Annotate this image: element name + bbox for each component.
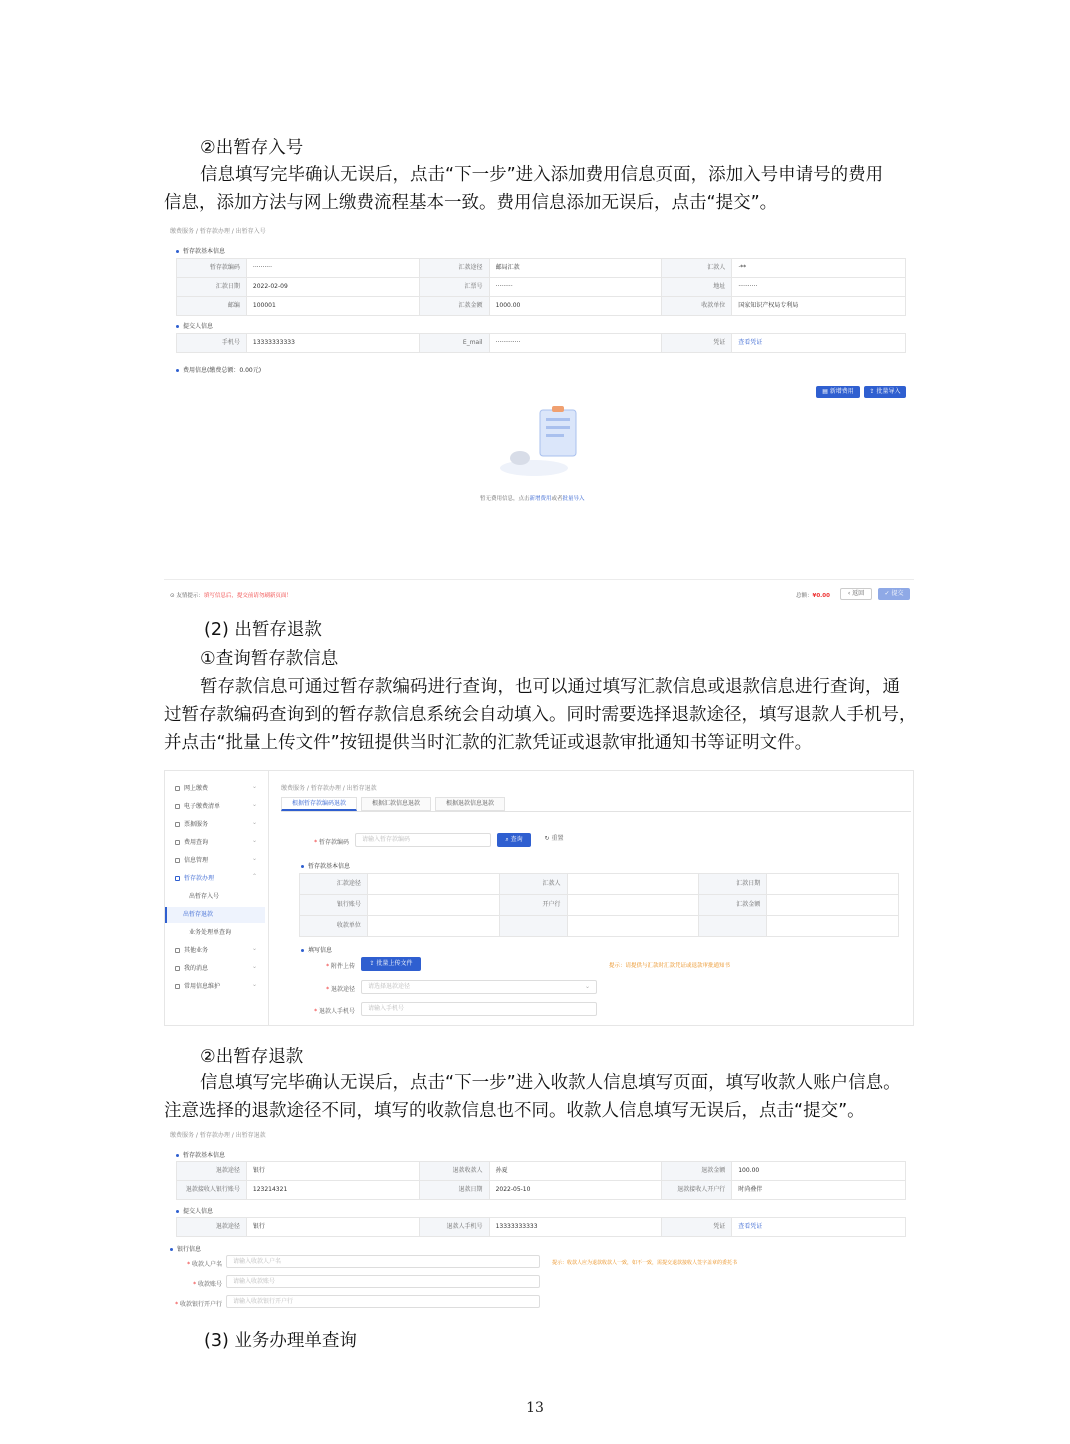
route-select[interactable]	[361, 980, 597, 994]
total-amount	[796, 591, 830, 599]
submitter-table	[176, 1217, 906, 1237]
cell-value: 13333333333	[490, 1218, 663, 1236]
cell-label: 退款收款人	[420, 1162, 490, 1180]
cell-value: 银行	[247, 1162, 420, 1180]
sidebar-item[interactable]	[165, 963, 265, 972]
route-label: * 退款途径	[326, 986, 355, 993]
batch-upload-button[interactable]: ⇪ 批量上传文件	[361, 957, 421, 971]
bank-branch-label: * 收款银行开户行	[175, 1301, 222, 1308]
chevron-down-icon: ⌄	[251, 783, 257, 790]
batch-import-button[interactable]: ⇪ 批量导入	[864, 386, 906, 398]
paragraph-line: 过暂存款编码查询到的暂存款信息系统会自动填入。同时需要选择退款途径，填写退款人手机号，	[164, 705, 917, 725]
chevron-down-icon: ⌄	[251, 963, 257, 970]
footer-divider	[164, 579, 914, 580]
cell-label: 凭证	[662, 334, 732, 352]
batch-import-label: 批量导入	[876, 388, 901, 395]
cell-label: 汇款日期	[177, 278, 247, 296]
add-fee-button[interactable]: ▤ 新增费用	[816, 386, 860, 398]
empty-state-text	[480, 494, 585, 502]
empty-clipboard-icon	[494, 402, 584, 482]
bank-branch-input[interactable]: 请输入收款银行开户行	[226, 1295, 540, 1308]
cell-value	[568, 874, 700, 894]
empty-or-text: 或者	[551, 496, 563, 502]
paragraph-line: 并点击“批量上传文件”按钮提供当时汇款的汇款凭证或退款审批通知书等证明文件。	[164, 733, 813, 753]
upload-tip: 提示：请提供与汇款时汇款凭证或退款审批通知书	[609, 963, 731, 969]
table-row	[177, 1181, 906, 1200]
basic-info-table	[176, 1161, 906, 1200]
sidebar-label: 信息管理	[184, 857, 209, 864]
attach-label-text: 附件上传	[330, 963, 355, 970]
cell-label: 暂存款编码	[177, 259, 247, 277]
cell-value: 2022-02-09	[247, 278, 420, 296]
cell-value	[767, 874, 899, 894]
cell-label: 银行账号	[300, 895, 368, 915]
cell-value: 1000.00	[490, 297, 663, 315]
cell-label: E_mail	[420, 334, 490, 352]
table-row	[177, 1162, 906, 1181]
total-value: ¥0.00	[812, 593, 830, 599]
submit-label: 提交	[891, 590, 904, 597]
cell-value: 国家知识产权局专利局	[732, 297, 906, 315]
view-voucher-link[interactable]: 查看凭证	[732, 334, 906, 352]
section-title-fill: 填写信息	[301, 945, 332, 954]
sidebar-item[interactable]	[165, 801, 265, 810]
empty-add-fee-link[interactable]: 新增费用	[529, 496, 552, 502]
tab-divider	[281, 811, 911, 812]
reset-label: 重置	[551, 835, 564, 842]
heading-query: (3) 业务办理单查询	[204, 1331, 357, 1351]
table-row	[177, 278, 906, 297]
back-button[interactable]: ‹ 返回	[840, 588, 872, 600]
sidebar	[165, 771, 269, 1026]
sidebar-item[interactable]	[165, 819, 265, 828]
sidebar-label: 出暂存入号	[189, 893, 220, 900]
sidebar-label: 电子缴费清单	[184, 803, 221, 810]
footer-tip: ⊙ 友情提示：填写信息后，提交前请勿刷新页面！	[170, 593, 292, 599]
breadcrumb: 缴费服务 / 暂存款办理 / 出暂存退款	[170, 1132, 266, 1139]
cell-label: 收款单位	[300, 916, 368, 936]
payee-name-label-text: 收款人户名	[191, 1261, 222, 1268]
cell-label: 退款接收人银行账号	[177, 1181, 247, 1199]
cell-value: 2022-05-10	[490, 1181, 663, 1199]
submit-button[interactable]: ✓ 提交	[878, 588, 910, 600]
cell-value: ·**	[732, 259, 906, 277]
submitter-table	[176, 333, 906, 353]
cell-value: ··········	[247, 259, 420, 277]
heading-rk-submit: ②出暂存入号	[200, 138, 304, 158]
tip-label: 友情提示：	[176, 593, 204, 599]
account-label: * 收款账号	[193, 1281, 222, 1288]
screenshot-rk-submit	[164, 222, 914, 607]
cell-label: 凭证	[662, 1218, 732, 1236]
heading-tk: (2) 出暂存退款	[204, 620, 322, 640]
screenshot-tk-query	[164, 770, 914, 1026]
empty-text: 暂无费用信息，点击	[480, 496, 530, 502]
payee-tip: 提示：收款人应为退款收款人一致，如不一致，需提交退款接收人签字盖章的委托书	[552, 1260, 738, 1266]
cell-value	[368, 874, 500, 894]
cell-value: 13333333333	[247, 334, 420, 352]
chevron-down-icon: ⌄	[251, 855, 257, 862]
breadcrumb: 缴费服务 / 暂存款办理 / 出暂存入号	[170, 228, 266, 235]
route-label-text: 退款途径	[330, 986, 355, 993]
paragraph-line: 信息填写完毕确认无误后，点击“下一步”进入收款人信息填写页面，填写收款人账户信息。	[200, 1073, 901, 1093]
sidebar-label: 暂存款办理	[184, 875, 215, 882]
cell-value	[568, 916, 700, 936]
chevron-down-icon: ⌄	[251, 945, 257, 952]
phone-label-text: 退款人手机号	[318, 1008, 355, 1015]
table-row	[177, 259, 906, 278]
sidebar-label: 出暂存退款	[183, 911, 214, 918]
code-input[interactable]: 请输入暂存款编码	[355, 833, 491, 847]
batch-upload-label: 批量上传文件	[376, 960, 413, 967]
cell-value	[767, 895, 899, 915]
table-row	[300, 895, 899, 916]
payee-name-input[interactable]: 请输入收款人户名	[226, 1255, 540, 1268]
back-label: 返回	[852, 590, 865, 597]
sidebar-item[interactable]	[165, 873, 265, 882]
menu-icon	[175, 876, 180, 881]
section-title-basic: 暂存款基本信息	[176, 1150, 225, 1159]
cell-label: 汇款途径	[300, 874, 368, 894]
tip-text: 填写信息后，提交前请勿刷新页面！	[203, 593, 292, 599]
total-label: 总额：	[796, 593, 813, 599]
phone-label: * 退款人手机号	[314, 1008, 355, 1015]
cell-label: 汇款途径	[420, 259, 490, 277]
section-title-submitter: 提交人信息	[176, 321, 213, 330]
table-row	[300, 874, 899, 895]
cell-value: 123214321	[247, 1181, 420, 1199]
cell-label: 退款金额	[662, 1162, 732, 1180]
view-voucher-link[interactable]: 查看凭证	[732, 1218, 906, 1236]
sidebar-label: 其他业务	[184, 947, 209, 954]
cell-label: 汇款日期	[699, 874, 767, 894]
basic-info-table	[176, 258, 906, 316]
sidebar-item[interactable]	[165, 945, 265, 954]
cell-label: 汇款金额	[420, 297, 490, 315]
cell-value	[767, 916, 899, 936]
sidebar-subitem-active[interactable]	[165, 907, 265, 923]
menu-icon	[175, 786, 180, 791]
cell-value: 孙夏	[490, 1162, 663, 1180]
cell-label	[500, 916, 568, 936]
cell-label: 汇款人	[500, 874, 568, 894]
sidebar-label: 常用信息维护	[184, 983, 221, 990]
reset-button[interactable]: ↻ 重置	[537, 833, 571, 847]
chevron-up-icon: ⌃	[251, 873, 257, 880]
cell-value: ··········	[732, 278, 906, 296]
cell-label: 退款日期	[420, 1181, 490, 1199]
menu-icon	[175, 858, 180, 863]
menu-icon	[175, 966, 180, 971]
chevron-down-icon: ⌄	[251, 981, 257, 988]
code-label-text: 暂存款编码	[318, 839, 349, 846]
cell-label: 收款单位	[662, 297, 732, 315]
section-title-bank: 银行信息	[170, 1244, 201, 1253]
code-label: * 暂存款编码	[314, 839, 349, 846]
heading-tk-submit: ②出暂存退款	[200, 1047, 304, 1067]
add-fee-label: 新增费用	[829, 388, 854, 395]
chevron-down-icon: ⌄	[251, 801, 257, 808]
cell-value: 邮局汇款	[490, 259, 663, 277]
bank-branch-label-text: 收款银行开户行	[179, 1301, 222, 1308]
sidebar-label: 我的消息	[184, 965, 209, 972]
paragraph-line: 暂存款信息可通过暂存款编码进行查询，也可以通过填写汇款信息或退款信息进行查询，通	[200, 677, 900, 697]
cell-label: 汇款金额	[699, 895, 767, 915]
cell-value	[368, 895, 500, 915]
page-number: 13	[526, 1400, 544, 1416]
account-input[interactable]: 请输入收款账号	[226, 1275, 540, 1288]
tab-by-refund[interactable]: 根据退款信息退款	[435, 797, 505, 811]
tab-by-remit[interactable]: 根据汇款信息退款	[361, 797, 431, 811]
basic-info-table	[299, 873, 899, 937]
query-button[interactable]: ⌕ 查询	[497, 833, 531, 847]
phone-input[interactable]: 请输入手机号	[361, 1002, 597, 1016]
menu-icon	[175, 948, 180, 953]
sidebar-label: 网上缴费	[184, 785, 209, 792]
table-row	[177, 297, 906, 316]
table-row	[300, 916, 899, 937]
paragraph-line: 信息，添加方法与网上缴费流程基本一致。费用信息添加无误后，点击“提交”。	[164, 193, 778, 213]
menu-icon	[175, 840, 180, 845]
menu-icon	[175, 984, 180, 989]
cell-value: 时尚叠伴	[732, 1181, 906, 1199]
cell-label	[699, 916, 767, 936]
breadcrumb: 缴费服务 / 暂存款办理 / 出暂存退款	[281, 785, 377, 792]
cell-label: 汇票号	[420, 278, 490, 296]
tab-by-code[interactable]: 根据暂存款编码退款	[281, 797, 357, 811]
sidebar-label: 费用查询	[184, 839, 209, 846]
heading-tk-query: ①查询暂存款信息	[200, 649, 339, 669]
table-row	[177, 334, 906, 353]
cell-value: 100001	[247, 297, 420, 315]
cell-label: 地址	[662, 278, 732, 296]
payee-name-label: * 收款人户名	[187, 1261, 222, 1268]
paragraph-line: 注意选择的退款途径不同，填写的收款信息也不同。收款人信息填写无误后，点击“提交”。	[164, 1101, 865, 1121]
chevron-down-icon: ⌄	[584, 983, 590, 990]
cell-label: 退款接收人开户行	[662, 1181, 732, 1199]
sidebar-subitem[interactable]	[165, 891, 265, 900]
query-label: 查询	[510, 836, 523, 843]
cell-label: 手机号	[177, 334, 247, 352]
cell-label: 退款途径	[177, 1162, 247, 1180]
fee-summary: 费用信息(缴费总额：0.00元)	[176, 365, 261, 374]
table-row	[177, 1218, 906, 1237]
route-placeholder: 请选择退款途径	[368, 983, 411, 990]
cell-label: 开户行	[500, 895, 568, 915]
attach-label: * 附件上传	[326, 963, 355, 970]
sidebar-item[interactable]	[165, 783, 265, 792]
sidebar-item[interactable]	[165, 981, 265, 990]
menu-icon	[175, 822, 180, 827]
cell-label: 退款人手机号	[420, 1218, 490, 1236]
section-title-basic: 暂存款基本信息	[301, 861, 350, 870]
sidebar-item[interactable]	[165, 837, 265, 846]
section-title-submitter: 提交人信息	[176, 1206, 213, 1215]
sidebar-item[interactable]	[165, 855, 265, 864]
menu-icon	[175, 804, 180, 809]
account-label-text: 收款账号	[197, 1281, 222, 1288]
cell-value: ·············	[490, 334, 663, 352]
sidebar-subitem[interactable]	[165, 927, 265, 936]
sidebar-label: 票据服务	[184, 821, 209, 828]
paragraph-line: 信息填写完毕确认无误后，点击“下一步”进入添加费用信息页面，添加入号申请号的费用	[200, 165, 884, 185]
cell-value	[368, 916, 500, 936]
screenshot-tk-submit	[164, 1126, 914, 1316]
cell-label: 邮编	[177, 297, 247, 315]
chevron-down-icon: ⌄	[251, 819, 257, 826]
cell-label: 退款途径	[177, 1218, 247, 1236]
cell-value: ·········	[490, 278, 663, 296]
cell-value: 银行	[247, 1218, 420, 1236]
cell-label: 汇款人	[662, 259, 732, 277]
empty-batch-import-link[interactable]: 批量导入	[562, 496, 585, 502]
section-title-basic: 暂存款基本信息	[176, 246, 225, 255]
cell-value: 100.00	[732, 1162, 906, 1180]
chevron-down-icon: ⌄	[251, 837, 257, 844]
cell-value	[568, 895, 700, 915]
sidebar-label: 业务处理单查询	[189, 929, 232, 936]
